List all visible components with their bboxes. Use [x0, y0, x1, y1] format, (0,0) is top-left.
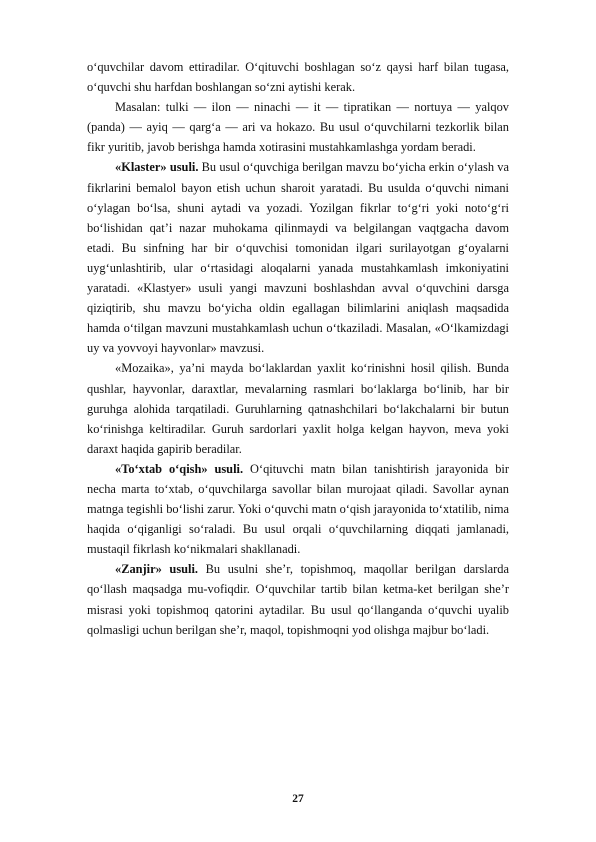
paragraph-mozaika — [87, 358, 509, 458]
paragraph-intro-continuation — [87, 57, 509, 97]
method-heading: «Zanjir» usuli. — [115, 562, 199, 577]
method-heading: «To‘xtab o‘qish» usuli. — [115, 461, 244, 476]
page-number: 27 — [292, 793, 304, 805]
document-page — [87, 57, 509, 640]
paragraph-text: o‘quvchilar davom ettiradilar. O‘qituvchi boshlagan so‘z qaysi harf bilan tugasa, o‘quvchi shu harfdan boshlangan so‘zni aytishi kerak. — [87, 60, 509, 95]
paragraph-text: Bu usulni she’r, topishmoq, maqollar berilgan darslarda qo‘llash maqsadga mu-vofiqdir. O‘quvchilar tartib bilan ketma-ket berilgan she’r misrasi yoki topishmoq qatorini aytadilar. Bu usul qo‘llanganda o‘quvchi uyalib qolmasligi uchun berilgan she’r, maqol, topishmoqni yod olishga majbur bo‘ladi. — [87, 562, 509, 637]
paragraph-zanjir-method — [87, 559, 509, 639]
paragraph-text: Masalan: tulki — ilon — ninachi — it — tipratikan — nortuya — yalqov (panda) — ayiq — qarg‘a — ari va hokazo. Bu usul o‘quvchilarni tezkorlik bilan fikr yuritib, javob berishga hamda xotirasini mustahkamlashga yordam beradi. — [87, 100, 509, 155]
method-heading: «Klaster» usuli. — [115, 160, 199, 175]
paragraph-example — [87, 97, 509, 157]
paragraph-text: O‘qituvchi matn bilan tanishtirish jarayonida bir necha marta to‘xtab, o‘quvchilarga savollar bilan murojaat qiladi. Savollar aynan matnga tegishli bo‘lishi zarur. Yoki o‘quvchi matn o‘qish jarayonida to‘xtatilib, nima haqida o‘qiganligi so‘raladi. Bu usul orqali o‘quvchilarning diqqati jamlanadi, mustaqil fikrlash ko‘nikmalari shakllanadi. — [87, 461, 509, 557]
paragraph-text: Bu usul o‘quvchiga berilgan mavzu bo‘yicha erkin o‘ylash va fikrlarini bemalol bayon etish uchun sharoit yaratadi. Bu usulda o‘quvchi nimani o‘ylagan bo‘lsa, shuni aytadi va yozadi. Yozilgan fikrlar to‘g‘ri yoki noto‘g‘ri bo‘lishidan qat’i nazar muhokama qilinmaydi va belgilangan vaqtgacha davom etadi. Bu sinfning har bir o‘quvchisi tomonidan ilgari surilayotgan g‘oyalarni uyg‘unlashtirib, ular o‘rtasidagi aloqalarni yanada mustahkamlash imkoniyatini yaratadi. «Klastyer» usuli yangi mavzuni boshlashdan avval o‘quvchini darsga qiziqtirib, shu mavzu bo‘yicha oldin egallagan bilimlarini aniqlash maqsadida hamda o‘tilgan mavzuni mustahkamlash uchun o‘tkaziladi. Masalan, «O‘lkamizdagi uy va yovvoyi hayvonlar» mavzusi. — [87, 160, 509, 356]
paragraph-text: «Mozaika», ya’ni mayda bo‘laklardan yaxlit ko‘rinishni hosil qilish. Bunda qushlar, hayvonlar, daraxtlar, mevalarning rasmlari bo‘laklarga bo‘linib, har bir guruhga alohida tarqatiladi. Guruhlarning qatnashchilari bo‘lakchalarni bir butun ko‘rinishga keltiradilar. Guruh sardorlari yaxlit holga kelgan hayvon, meva yoki daraxt haqida gapirib beradilar. — [87, 361, 509, 456]
paragraph-toxtab-oqish-method — [87, 459, 509, 559]
paragraph-klaster-method — [87, 157, 509, 358]
